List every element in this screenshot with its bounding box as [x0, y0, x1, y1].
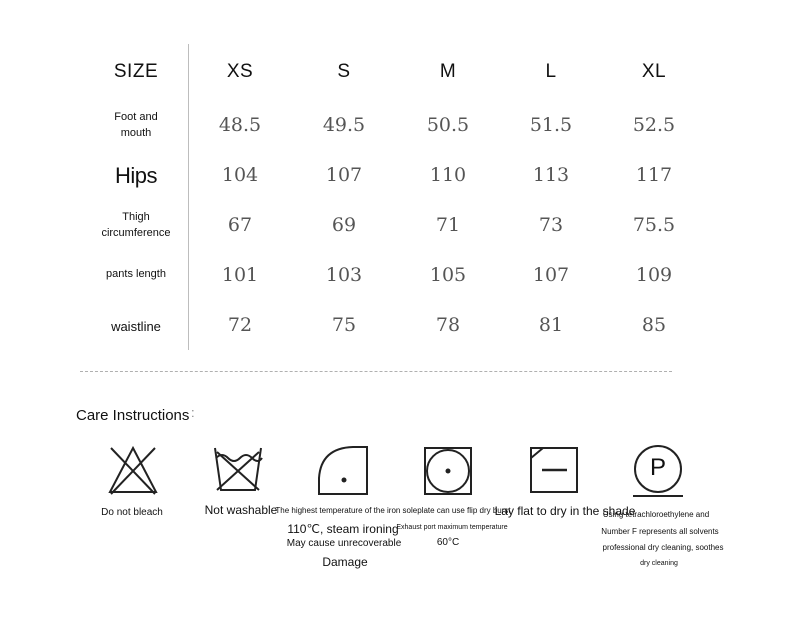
- table-cell: 75.5: [632, 214, 676, 236]
- row-label-hips: Hips: [114, 163, 157, 188]
- table-cell: 78: [435, 314, 461, 336]
- column-divider: [188, 44, 189, 350]
- table-cell: 81: [538, 314, 564, 336]
- table-cell: 110: [429, 164, 467, 186]
- care-instructions-title: Care Instructions: [76, 407, 190, 424]
- table-cell: 51.5: [529, 114, 573, 136]
- size-xs-header: XS: [226, 61, 254, 82]
- table-cell: 50.5: [426, 114, 470, 136]
- care-label-dry-flat-shade: Lay flat to dry in the shade: [494, 504, 636, 518]
- row-label-foot-and-mouth: Foot and mouth: [114, 111, 158, 139]
- size-xl-header: XL: [641, 61, 667, 82]
- care-label-dry-clean-line4: dry cleaning: [640, 560, 678, 567]
- care-label-tumble-dry-line1: Exhaust port maximum temperature: [396, 524, 508, 531]
- table-cell: 85: [641, 314, 667, 336]
- table-cell: 72: [227, 314, 253, 336]
- table-cell: 109: [635, 264, 673, 286]
- size-s-header: S: [337, 61, 351, 82]
- size-l-header: L: [545, 61, 557, 82]
- iron-icon: [317, 444, 369, 496]
- no-bleach-icon: [107, 444, 159, 496]
- care-label-iron-line1: The highest temperature of the iron soleplate can use flip dry burst: [275, 506, 511, 515]
- care-title-colon: :: [191, 405, 195, 420]
- table-cell: 73: [538, 214, 564, 236]
- table-cell: 113: [532, 164, 570, 186]
- table-cell: 101: [221, 264, 259, 286]
- dry-clean-letter: P: [649, 454, 667, 481]
- table-cell: 69: [331, 214, 357, 236]
- table-cell: 104: [221, 164, 259, 186]
- not-washable-icon: [212, 444, 264, 494]
- care-label-dry-clean-line2: Number F represents all solvents: [601, 527, 719, 536]
- table-cell: 52.5: [632, 114, 676, 136]
- care-label-do-not-bleach: Do not bleach: [101, 507, 163, 518]
- size-header-label: SIZE: [113, 61, 159, 82]
- care-label-dry-clean-line3: professional dry cleaning, soothes: [602, 543, 724, 552]
- table-cell: 67: [227, 214, 253, 236]
- table-cell: 117: [635, 164, 673, 186]
- tumble-dry-icon: [423, 446, 473, 496]
- row-label-pants-length: pants length: [106, 268, 166, 280]
- care-label-not-washable: Not washable: [204, 503, 278, 517]
- table-cell: 71: [435, 214, 461, 236]
- care-label-tumble-dry-line2: 60°C: [436, 537, 460, 548]
- section-divider: [80, 371, 672, 372]
- row-label-waistline: waistline: [111, 319, 161, 334]
- table-cell: 105: [429, 264, 467, 286]
- size-m-header: M: [439, 61, 457, 82]
- care-label-dry-clean-line1: Using tetrachloroethylene and: [602, 510, 710, 519]
- table-cell: 107: [532, 264, 570, 286]
- care-label-iron-line2: 110℃, steam ironing: [287, 522, 399, 536]
- table-cell: 49.5: [322, 114, 366, 136]
- dry-flat-shade-icon: [529, 446, 579, 494]
- table-cell: 103: [325, 264, 363, 286]
- table-cell: 75: [331, 314, 357, 336]
- table-cell: 107: [325, 164, 363, 186]
- care-label-iron-line3: May cause unrecoverable: [286, 538, 402, 549]
- table-cell: 48.5: [218, 114, 262, 136]
- row-label-thigh-circumference: Thigh circumference: [101, 211, 171, 239]
- care-label-iron-line4: Damage: [322, 555, 368, 569]
